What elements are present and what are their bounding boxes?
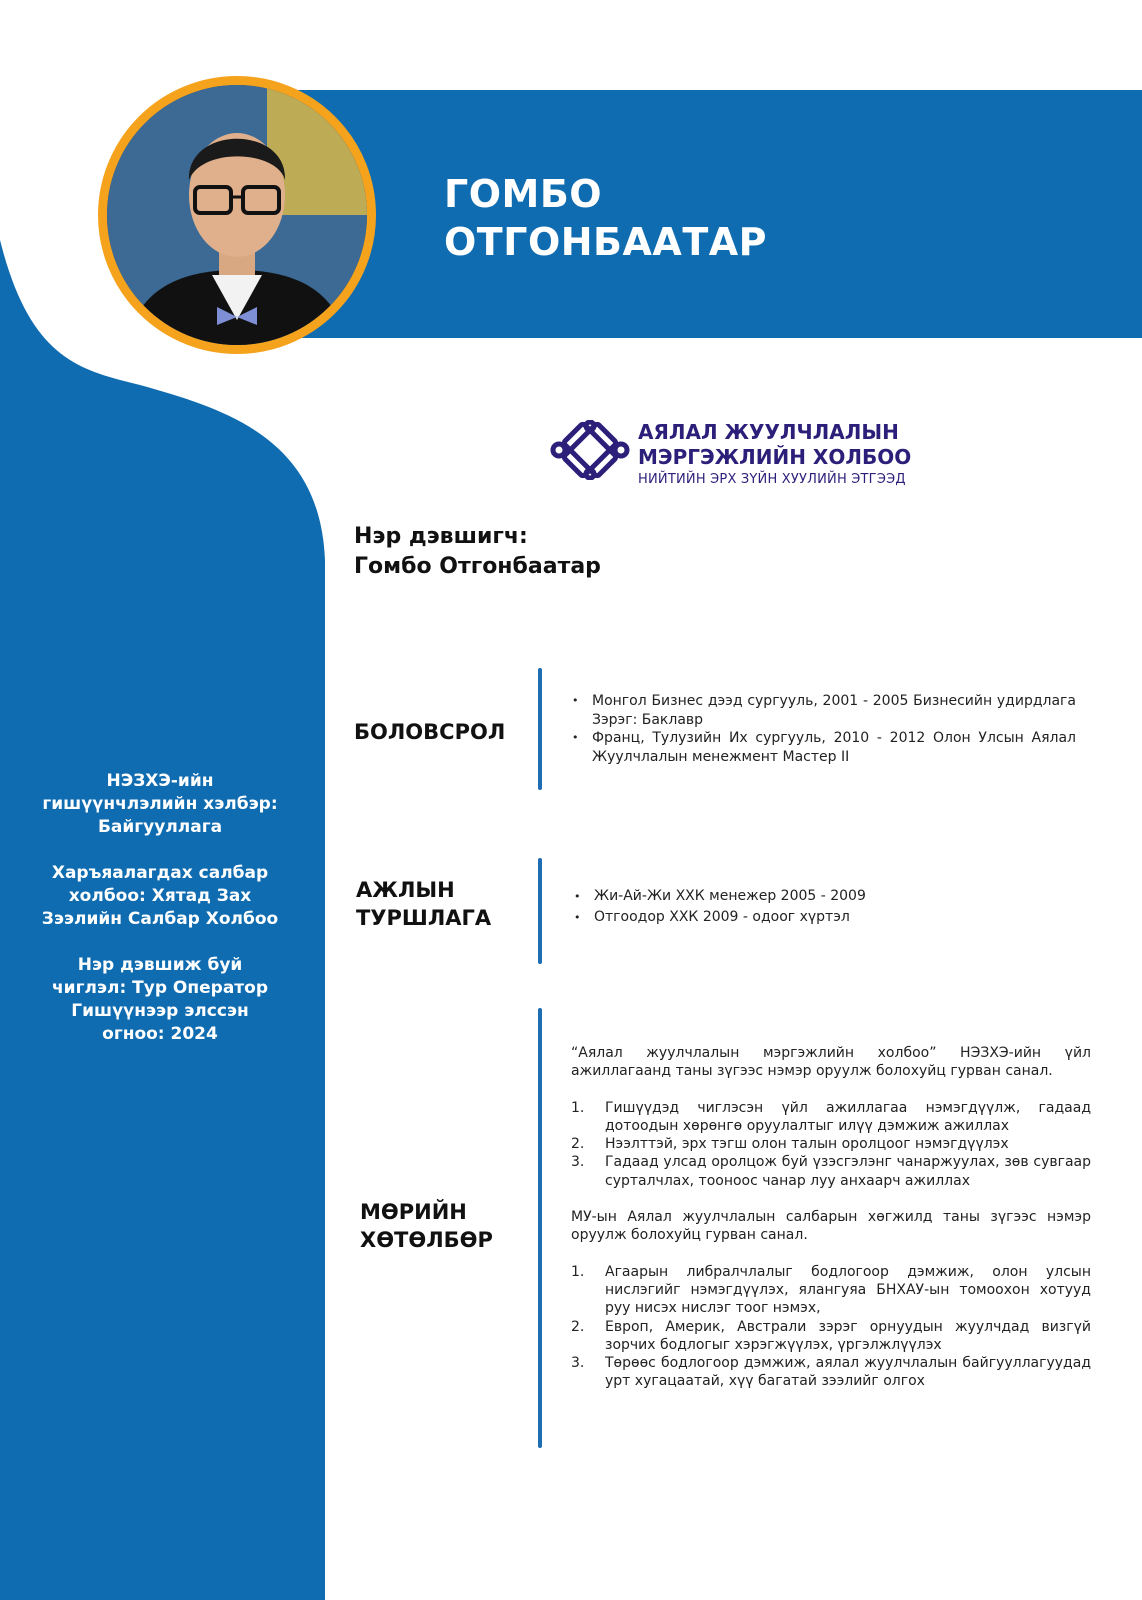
platform-intro-1: “Аялал жуулчлалын мэргэжлийн холбоо” НЭЗХЭ-ийн үйл ажиллагаанд таны зүгээс нэмэр оруулж болохуйц гурван санал. [571, 1045, 1091, 1080]
item-number: 2. [571, 1136, 585, 1153]
platform-intro-2: МУ-ын Аялал жуулчлалын салбарын хөгжилд таны зүгээс нэмэр оруулж болохуйц гурван санал. [571, 1209, 1091, 1244]
item-number: 2. [571, 1318, 585, 1335]
list-item [571, 1135, 1091, 1153]
experience-title-line-2: ТУРШЛАГА [356, 906, 492, 930]
organization-logo-text [638, 420, 911, 490]
logo-line-3: НИЙТИЙН ЭРХ ЗҮЙН ХУУЛИЙН ЭТГЭЭД [638, 472, 906, 487]
platform-list-1 [571, 1099, 1091, 1190]
item-text: Европ, Америк, Австрали зэрэг орнуудын жуулчдад визгүй зорчих бодлогыг хэрэгжүүлэх, үргэлжлүүлэх [605, 1318, 1091, 1353]
item-number: 1. [571, 1099, 585, 1116]
platform-divider [538, 1008, 542, 1448]
platform-title-line-1: МӨРИЙН [360, 1200, 467, 1224]
platform-list-2 [571, 1263, 1091, 1391]
item-number: 3. [571, 1154, 585, 1171]
experience-title-line-1: АЖЛЫН [356, 878, 455, 902]
sidebar-info [40, 770, 280, 1069]
logo-line-2: МЭРГЭЖЛИЙН ХОЛБОО [638, 445, 912, 469]
list-item [571, 1354, 1091, 1391]
experience-list [572, 886, 1078, 928]
nomination-direction: Нэр дэвшиж буй чиглэл: Тур Оператор Гишүүнээр элссэн огноо: 2024 [52, 955, 268, 1044]
platform-content [571, 1044, 1091, 1409]
profile-photo [98, 76, 376, 354]
item-text: Гадаад улсад оролцож буй үзэсгэлэнг чанаржуулах, зөв сувгаар сурталчлах, тооноос чанар луу анхаарч ажиллах [605, 1154, 1091, 1189]
nominee-block [354, 522, 601, 582]
education-divider [538, 668, 542, 790]
list-item [571, 1263, 1091, 1318]
education-item: • Франц, Тулузийн Их сургууль, 2010 - 2012 Олон Улсын Аялал Жуулчлалын менежмент Мастер II [570, 729, 1076, 766]
list-item [571, 1153, 1091, 1190]
experience-item: • Жи-Ай-Жи ХХК менежер 2005 - 2009 [572, 886, 1078, 907]
person-portrait-icon [107, 85, 367, 345]
list-item [571, 1099, 1091, 1136]
nominee-name: Гомбо Отгонбаатар [354, 554, 601, 579]
nominee-label: Нэр дэвшигч: [354, 524, 528, 549]
item-number: 3. [571, 1355, 585, 1372]
experience-divider [538, 858, 542, 964]
name-line-1: ГОМБО [444, 172, 603, 216]
item-text: Төрөөс бодлогоор дэмжиж, аялал жуулчлалын байгууллагуудад урт хугацаатай, хүү багатай зээлийг олгох [605, 1355, 1091, 1390]
education-title: БОЛОВСРОЛ [354, 720, 506, 744]
item-text: Нээлттэй, эрх тэгш олон талын оролцоог нэмэгдүүлэх [605, 1136, 1009, 1153]
list-item [571, 1318, 1091, 1355]
logo-line-1: АЯЛАЛ ЖУУЛЧЛАЛЫН [638, 420, 899, 444]
education-list [570, 692, 1076, 766]
platform-title-line-2: ХӨТӨЛБӨР [360, 1228, 493, 1252]
item-text: Гишүүдэд чиглэсэн үйл ажиллагаа нэмэгдүүлж, гадаад дотоодын хөрөнгө оруулалтыг илүү дэмжиж ажиллах [605, 1099, 1091, 1134]
platform-title [360, 1198, 493, 1254]
item-text: Агаарын либралчлалыг бодлогоор дэмжиж, олон улсын нислэгийг нэмэгдүүлэх, ялангуяа БНХАУ-ын томоохон хотууд руу нисэх нислэг тоог нэмэх, [605, 1263, 1091, 1317]
education-item: • Монгол Бизнес дээд сургууль, 2001 - 2005 Бизнесийн удирдлага Зэрэг: Баклавр [570, 692, 1076, 729]
membership-form: НЭЗХЭ-ийн гишүүнчлэлийн хэлбэр: Байгууллага [42, 771, 278, 837]
candidate-name-header [444, 170, 767, 266]
endless-knot-icon [550, 420, 630, 480]
experience-item: • Отгоодор ХХК 2009 - одоог хүртэл [572, 907, 1078, 928]
item-number: 1. [571, 1263, 585, 1280]
experience-title [356, 876, 491, 932]
name-line-2: ОТГОНБААТАР [444, 220, 768, 264]
branch-association: Харъяалагдах салбар холбоо: Хятад Зах Зээлийн Салбар Холбоо [41, 863, 279, 929]
